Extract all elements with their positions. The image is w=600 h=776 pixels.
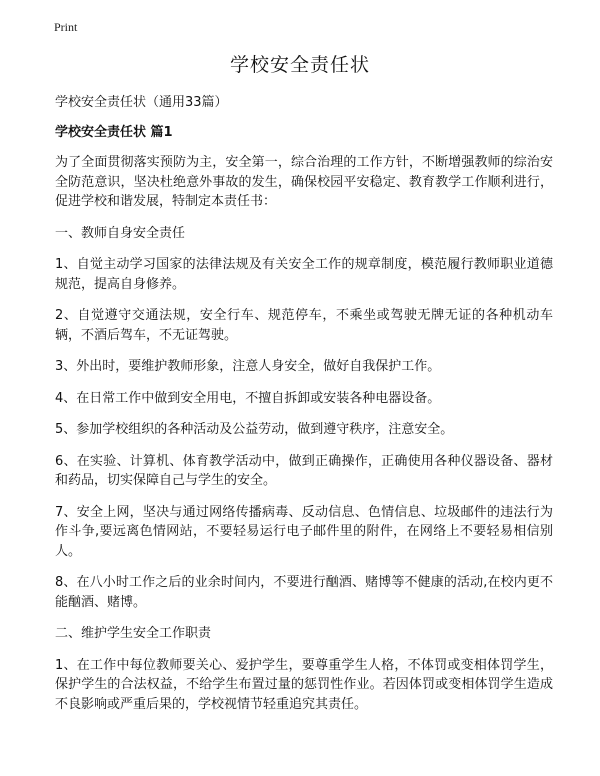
paragraph-item-4: 4、在日常工作中做到安全用电，不擅自拆卸或安装各种电器设备。 [55,390,441,406]
paragraph-item-3: 3、外出时，要维护教师形象，注意人身安全，做好自我保护工作。 [55,359,441,374]
paragraph-item-2: 2、自觉遵守交通法规，安全行车、规范停车，不乘坐或驾驶无牌无证的各种机动车辆，不酒后驾车，不无证驾驶。 [55,308,553,343]
document-subtitle: 学校安全责任状（通用33篇） [55,95,228,110]
paragraph-item-8: 8、在八小时工作之后的业余时间内，不要进行酗酒、赌博等不健康的活动,在校内更不能酗酒、赌博。 [55,575,553,610]
paragraph-item-1: 1、自觉主动学习国家的法律法规及有关安全工作的规章制度，模范履行教师职业道德规范，提高自身修养。 [55,257,553,292]
paragraph-student-item-1: 1、在工作中每位教师要关心、爱护学生，要尊重学生人格，不体罚或变相体罚学生，保护学生的合法权益，不给学生布置过量的惩罚性作业。若因体罚或变相体罚学生造成不良影响或严重后果的，学校视情节轻重追究其责任。 [55,657,553,712]
document-title: 学校安全责任状 [229,54,370,76]
paragraph-item-5: 5、参加学校组织的各种活动及公益劳动，做到遵守秩序，注意安全。 [55,422,454,437]
document-body [55,94,553,726]
paragraph-item-7: 7、安全上网，坚决与通过网络传播病毒、反动信息、色情信息、垃圾邮件的违法行为作斗争,要远离色情网站，不要轻易运行电子邮件里的附件，在网络上不要轻易相信别人。 [55,504,553,559]
heading-student-safety: 二、维护学生安全工作职责 [55,626,212,641]
heading-teacher-safety: 一、教师自身安全责任 [55,225,186,241]
paragraph-item-6: 6、在实验、计算机、体育教学活动中，做到正确操作，正确使用各种仪器设备、器材和药品，切实保障自己与学生的安全。 [55,453,553,488]
paragraph-intro: 为了全面贯彻落实预防为主，安全第一，综合治理的工作方针，不断增强教师的综治安全防范意识，坚决杜绝意外事故的发生，确保校园平安稳定、教育教学工作顺利进行，促进学校和谐发展，特制定本责任书： [55,155,553,209]
section-heading: 学校安全责任状 篇1 [55,125,173,140]
print-link[interactable]: Print [54,20,78,34]
